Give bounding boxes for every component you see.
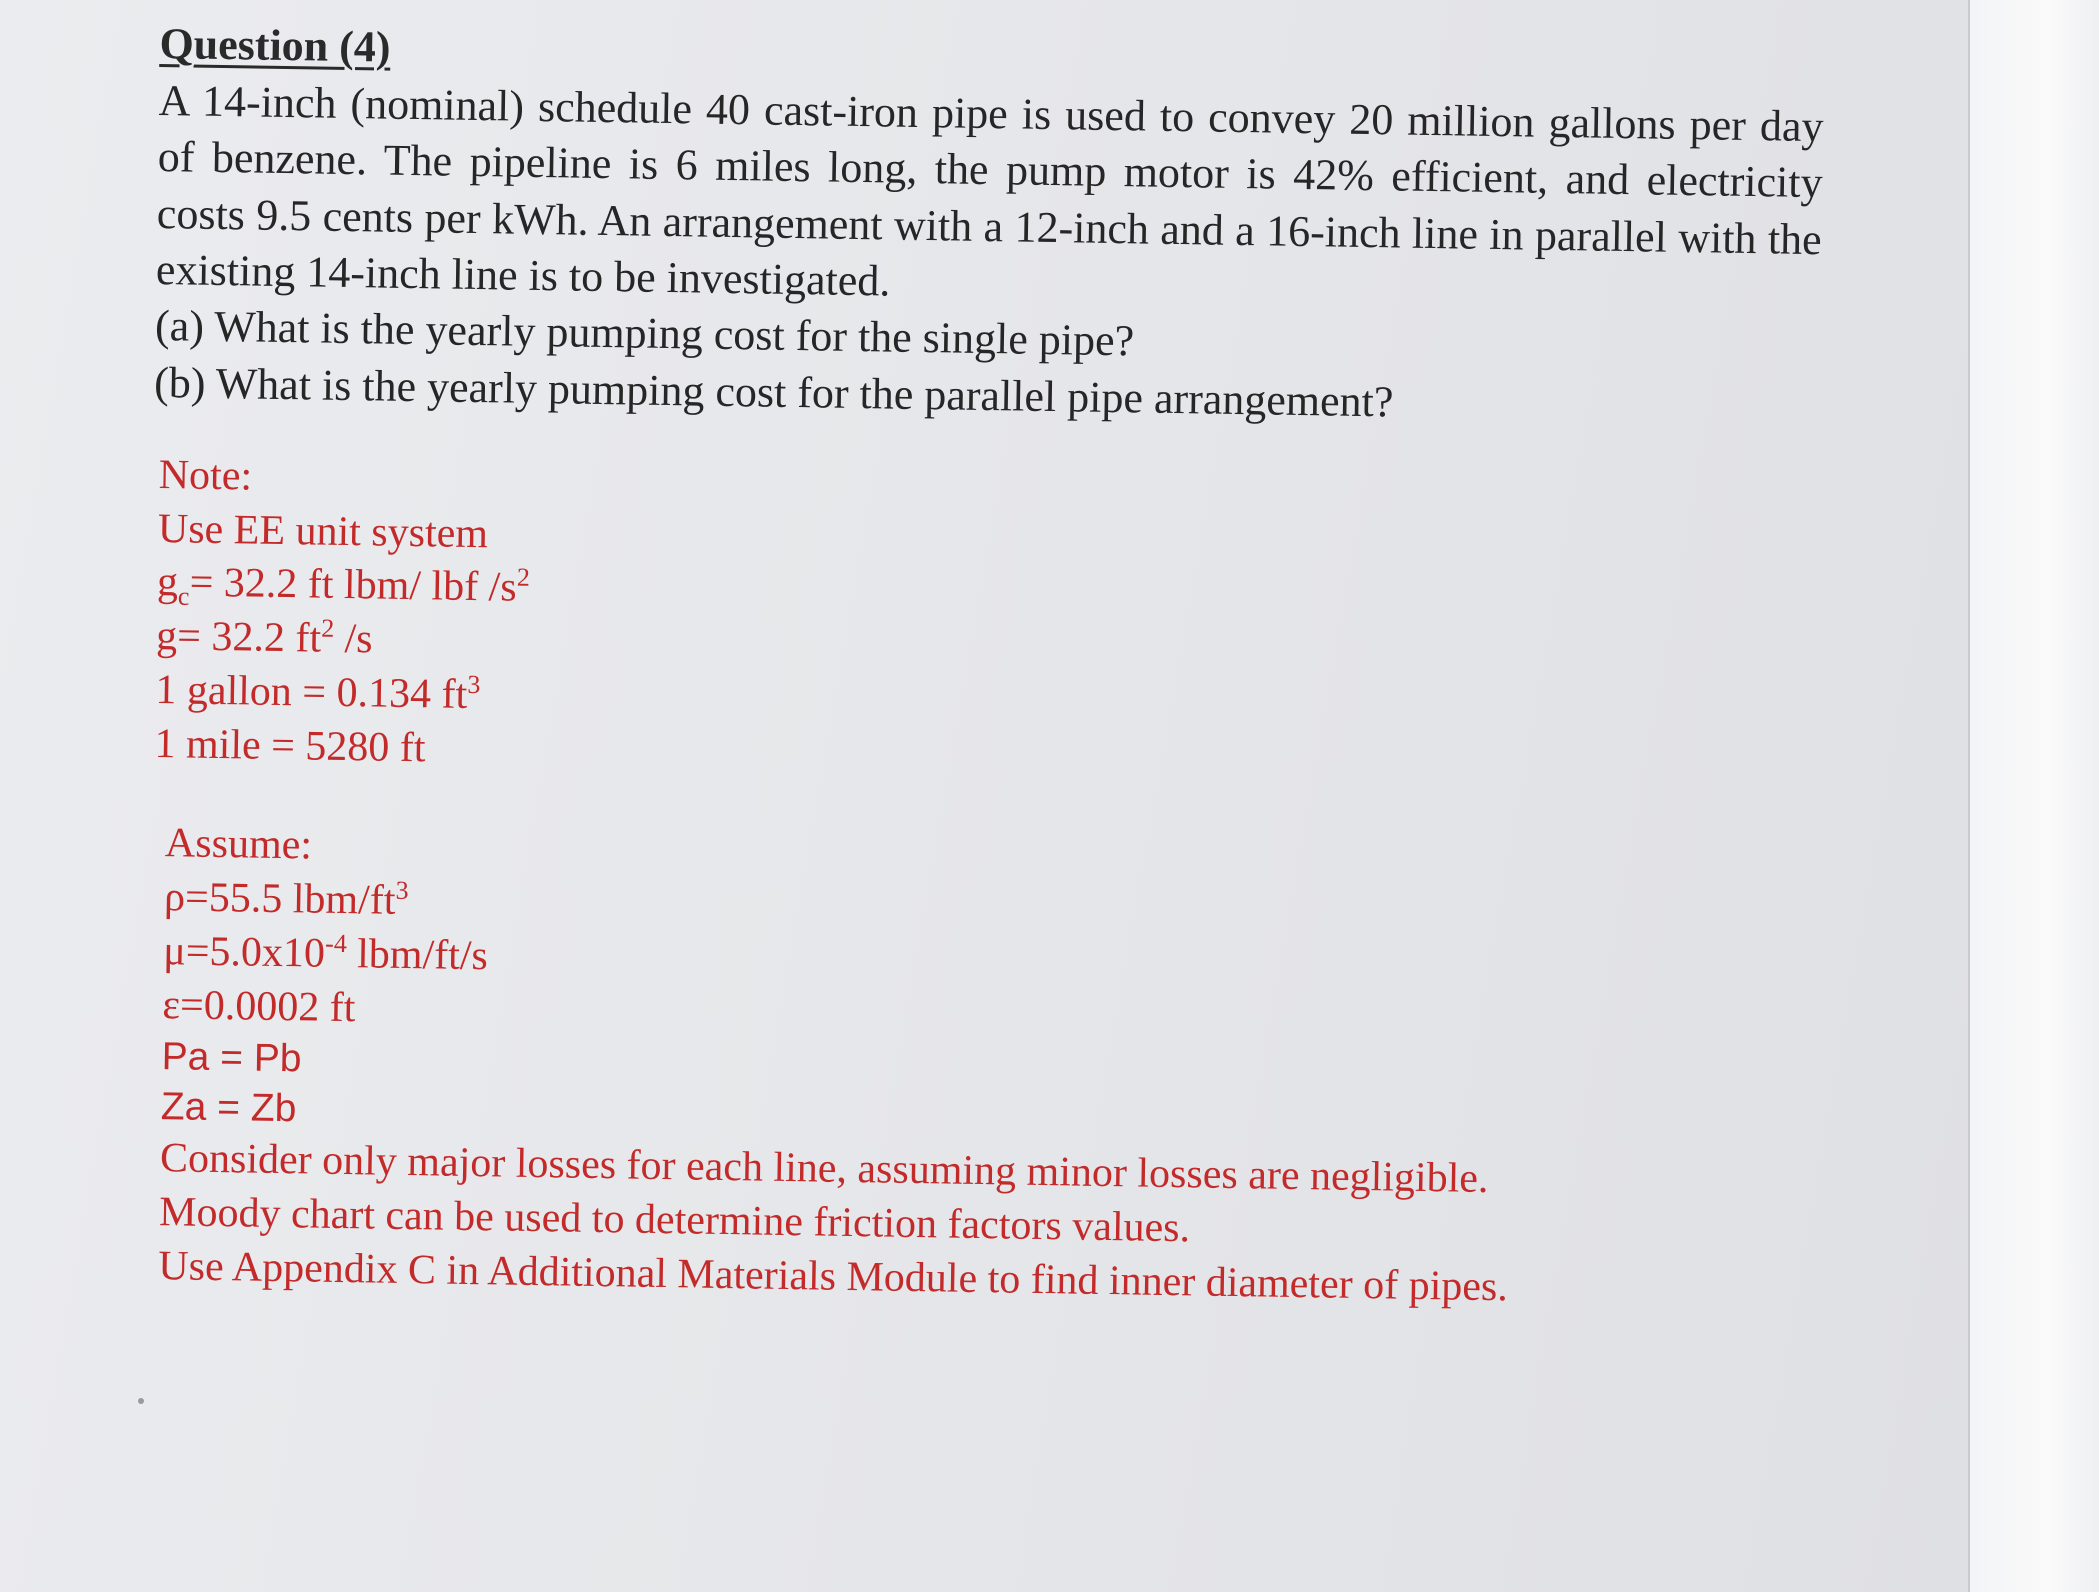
- rho-value: ρ=55.5 lbm/ft: [163, 874, 396, 924]
- mu-value: μ=5.0x10: [162, 928, 326, 977]
- gc-symbol: g: [156, 559, 179, 606]
- assume-roughness: ε=0.0002 ft: [162, 981, 356, 1031]
- assume-pressure: Pa = Pb: [161, 1035, 302, 1081]
- assume-heading: Assume:: [164, 820, 313, 869]
- note-heading: Note:: [158, 451, 253, 500]
- screen-smudge: [138, 1398, 144, 1404]
- g-exponent: 2: [321, 613, 335, 643]
- mu-exponent: -4: [324, 928, 348, 958]
- gc-subscript: c: [177, 582, 190, 612]
- assume-major-losses: Consider only major losses for each line, assuming minor losses are negligible.: [159, 1135, 1489, 1203]
- assume-appendix: Use Appendix C in Additional Materials Module to find inner diameter of pipes.: [158, 1242, 1509, 1311]
- gallon-value: 1 gallon = 0.134 ft: [155, 666, 468, 718]
- gallon-exponent: 3: [467, 669, 481, 699]
- problem-statement: A 14-inch (nominal) schedule 40 cast-iron pipe is used to convey 20 million gallons per day of benzene. The pipeline is 6 miles long, the pump motor is 42% efficient, and electricity costs 9.5 cents per kWh. An arrangement with a 12-inch and a 16-inch line in parallel with the existing 14-inch line is to be investigated.: [155, 75, 1824, 306]
- assume-moody-chart: Moody chart can be used to determine friction factors values.: [158, 1189, 1191, 1252]
- question-title: Question (4): [159, 18, 391, 72]
- mu-unit: lbm/ft/s: [346, 930, 489, 980]
- note-mile-conversion: 1 mile = 5280 ft: [154, 720, 426, 771]
- rho-exponent: 3: [395, 875, 409, 906]
- note-unit-system: Use EE unit system: [157, 505, 489, 557]
- assume-section: [158, 818, 1827, 1320]
- g-unit: /s: [333, 615, 373, 663]
- g-value: g= 32.2 ft: [155, 613, 322, 662]
- question-document: [140, 16, 1840, 1320]
- gc-exponent: 2: [516, 563, 531, 593]
- question-part-b: (b) What is the yearly pumping cost for the parallel pipe arrangement?: [153, 357, 1394, 426]
- assume-elevation: Za = Zb: [160, 1085, 297, 1131]
- note-section: [154, 449, 1833, 798]
- question-part-a: (a) What is the yearly pumping cost for the single pipe?: [154, 301, 1135, 366]
- gc-value: = 32.2 ft lbm/ lbf /s: [189, 559, 518, 612]
- monitor-bezel: [1968, 0, 2099, 1592]
